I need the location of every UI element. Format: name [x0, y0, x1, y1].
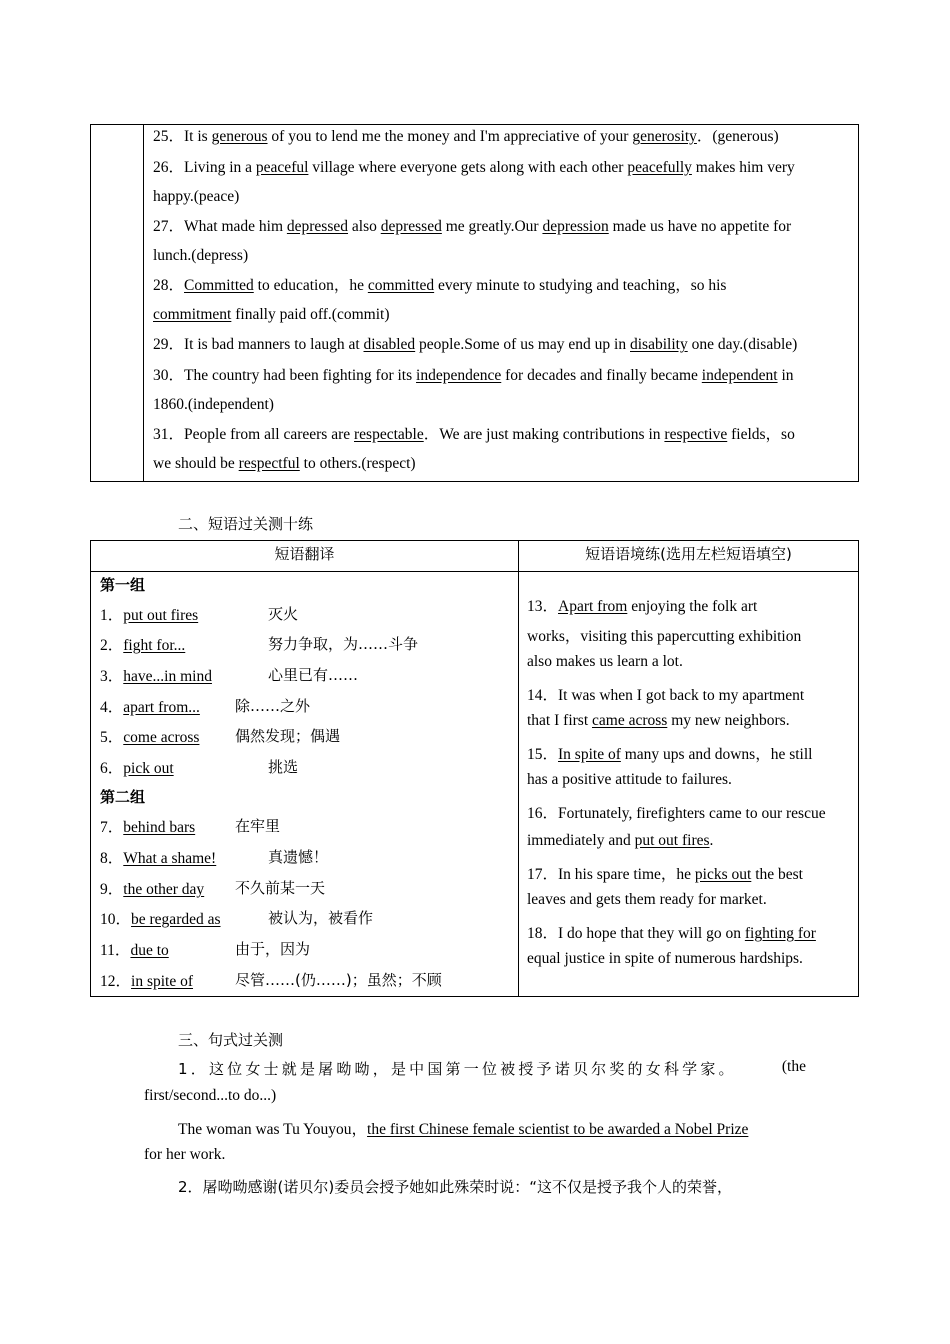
phrase-item: 1．put out fires 灭火 [100, 605, 299, 624]
word-forms-table [90, 124, 859, 482]
question-28-cont: commitment finally paid off.(commit) [153, 306, 390, 323]
phrase-item: 9．the other day 不久前某一天 [100, 879, 326, 898]
exercise-18: 18．I do hope that they will go on fighting for [527, 925, 816, 942]
group-2-label: 第二组 [100, 788, 146, 806]
exercise-14-cont: that I first came across my new neighbors. [527, 712, 790, 729]
question-31: 31．People from all careers are respectable．We are just making contributions in respective fields，so [153, 426, 795, 443]
sentence-1-hint: first/second...to do...) [144, 1087, 277, 1104]
exercise-17-cont: leaves and gets them ready for market. [527, 891, 767, 908]
phrase-item: 2．fight for... 努力争取，为……斗争 [100, 635, 419, 654]
question-27-cont: lunch.(depress) [153, 247, 249, 264]
question-25: 25．It is generous of you to lend me the money and I'm appreciative of your generosity．(generous) [153, 128, 779, 145]
section-3-title: 三、句式过关测 [178, 1031, 284, 1049]
question-26-cont: happy.(peace) [153, 188, 240, 205]
question-26: 26．Living in a peaceful village where everyone gets along with each other peacefully makes him very [153, 159, 795, 176]
column-divider [518, 541, 519, 996]
exercise-16-cont: immediately and put out fires. [527, 832, 714, 849]
phrase-item: 6．pick out 挑选 [100, 758, 299, 777]
exercise-16: 16．Fortunately, firefighters came to our rescue [527, 805, 826, 822]
question-30-cont: 1860.(independent) [153, 396, 274, 413]
question-31-cont: we should be respectful to others.(respect) [153, 455, 416, 472]
phrase-context-header: 短语语境练(选用左栏短语填空) [519, 541, 858, 572]
exercise-18-cont: equal justice in spite of numerous hardships. [527, 950, 803, 967]
question-30: 30．The country had been fighting for its independence for decades and finally became independent in [153, 367, 794, 384]
phrase-item: 3．have...in mind 心里已有…… [100, 666, 359, 685]
phrase-item: 5．come across 偶然发现；偶遇 [100, 727, 341, 746]
sentence-2-chinese: 2．屠呦呦感谢(诺贝尔)委员会授予她如此殊荣时说：“这不仅是授予我个人的荣誉， [178, 1178, 733, 1196]
phrase-item: 4．apart from... 除……之外 [100, 697, 311, 716]
section-2-title: 二、短语过关测十练 [178, 515, 314, 533]
phrase-translation-header: 短语翻译 [91, 541, 518, 572]
table-left-column [91, 125, 144, 481]
exercise-13-cont: also makes us learn a lot. [527, 653, 683, 670]
exercise-15-cont: has a positive attitude to failures. [527, 771, 732, 788]
phrase-item: 8．What a shame! 真遗憾！ [100, 848, 329, 867]
phrase-item: 7．behind bars 在牢里 [100, 817, 281, 836]
group-1-label: 第一组 [100, 576, 146, 594]
exercise-17: 17．In his spare time，he picks out the best [527, 866, 803, 883]
phrase-item: 12．in spite of 尽管……(仍……)；虽然；不顾 [100, 971, 442, 990]
sentence-1-english-cont: for her work. [144, 1146, 226, 1163]
question-27: 27．What made him depressed also depressed me greatly.Our depression made us have no appetite for [153, 218, 792, 235]
exercise-13: 13．Apart from enjoying the folk art [527, 598, 758, 615]
question-29: 29．It is bad manners to laugh at disabled people.Some of us may end up in disability one day.(disable) [153, 336, 798, 353]
phrases-table [90, 540, 859, 997]
question-28: 28．Committed to education，he committed every minute to studying and teaching，so his [153, 277, 727, 294]
sentence-1-chinese: 1．这位女士就是屠呦呦，是中国第一位被授予诺贝尔奖的女科学家。 (the [178, 1058, 806, 1078]
exercise-14: 14．It was when I got back to my apartment [527, 687, 805, 704]
phrase-item: 11．due to 由于，因为 [100, 940, 311, 959]
exercise-15: 15．In spite of many ups and downs，he still [527, 746, 813, 763]
phrase-item: 10．be regarded as 被认为，被看作 [100, 909, 374, 928]
sentence-1-english: The woman was Tu Youyou，the first Chinese female scientist to be awarded a Nobel Prize [178, 1121, 749, 1138]
exercise-13-cont: works，visiting this papercutting exhibition [527, 628, 802, 645]
